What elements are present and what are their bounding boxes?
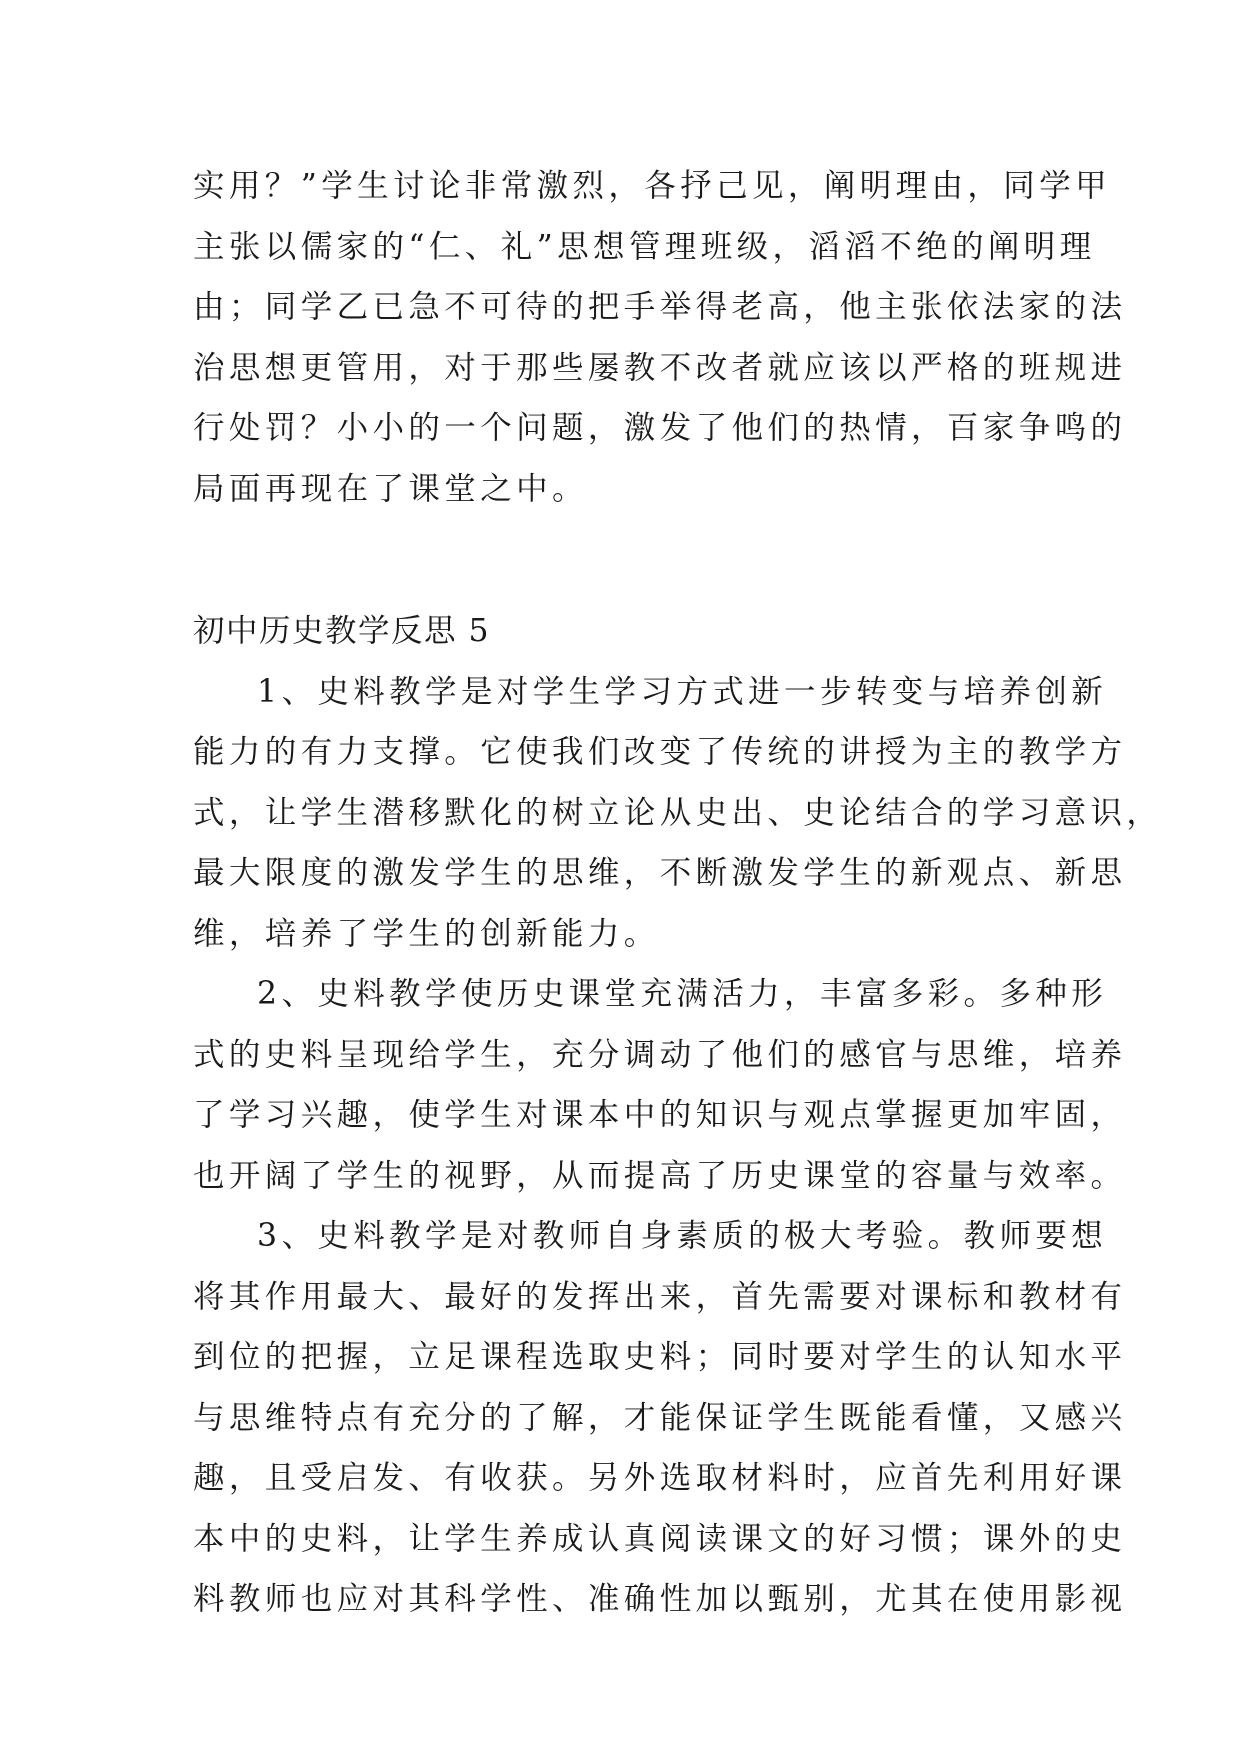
text-line: 将其作用最大、最好的发挥出来，首先需要对课标和教材有 (193, 1278, 1127, 1315)
text-line: 行处罚？小小的一个问题，激发了他们的热情，百家争鸣的 (193, 410, 1127, 446)
section-title: 初中历史教学反思 5 (193, 613, 491, 649)
text-line: 本中的史料，让学生养成认真阅读课文的好习惯；课外的史 (193, 1520, 1127, 1557)
text-line: 维，培养了学生的创新能力。 (193, 915, 660, 952)
text-line: 式的史料呈现给学生，充分调动了他们的感官与思维，培养 (193, 1036, 1127, 1073)
text-line: 实用？”学生讨论非常激烈，各抒己见，阐明理由，同学甲 (193, 168, 1112, 204)
text-line: 与思维特点有充分的了解，才能保证学生既能看懂，又感兴 (193, 1399, 1127, 1436)
text-line: 料教师也应对其科学性、准确性加以甄别，尤其在使用影视 (193, 1581, 1127, 1617)
text-line: 式，让学生潜移默化的树立论从史出、史论结合的学习意识， (193, 794, 1163, 831)
text-line: 局面再现在了课堂之中。 (193, 470, 588, 507)
continuation-paragraph (193, 156, 1127, 519)
text-line: 到位的把握，立足课程选取史料；同时要对学生的认知水平 (193, 1339, 1127, 1375)
paragraph-1 (193, 662, 1163, 965)
text-line: 主张以儒家的“仁、礼”思想管理班级，滔滔不绝的阐明理 (193, 228, 1096, 265)
text-line: 由；同学乙已急不可待的把手举得老高，他主张依法家的法 (193, 289, 1127, 325)
text-line: 能力的有力支撑。它使我们改变了传统的讲授为主的教学方 (193, 734, 1127, 770)
text-line: 了学习兴趣，使学生对课本中的知识与观点掌握更加牢固， (193, 1097, 1127, 1133)
text-line: 也开阔了学生的视野，从而提高了历史课堂的容量与效率。 (193, 1157, 1127, 1194)
text-line: 3、史料教学是对教师自身素质的极大考验。教师要想 (257, 1218, 1108, 1254)
text-line: 最大限度的激发学生的思维，不断激发学生的新观点、新思 (193, 855, 1127, 891)
document-body (193, 156, 1163, 1630)
text-line: 治思想更管用，对于那些屡教不改者就应该以严格的班规进 (193, 349, 1127, 386)
text-line: 1、史料教学是对学生学习方式进一步转变与培养创新 (257, 673, 1108, 710)
text-line: 2、史料教学使历史课堂充满活力，丰富多彩。多种形 (257, 976, 1108, 1012)
section-spacer (193, 519, 1051, 601)
paragraph-3 (193, 1206, 1127, 1630)
text-line: 趣，且受启发、有收获。另外选取材料时，应首先利用好课 (193, 1460, 1127, 1496)
paragraph-2 (193, 964, 1127, 1206)
